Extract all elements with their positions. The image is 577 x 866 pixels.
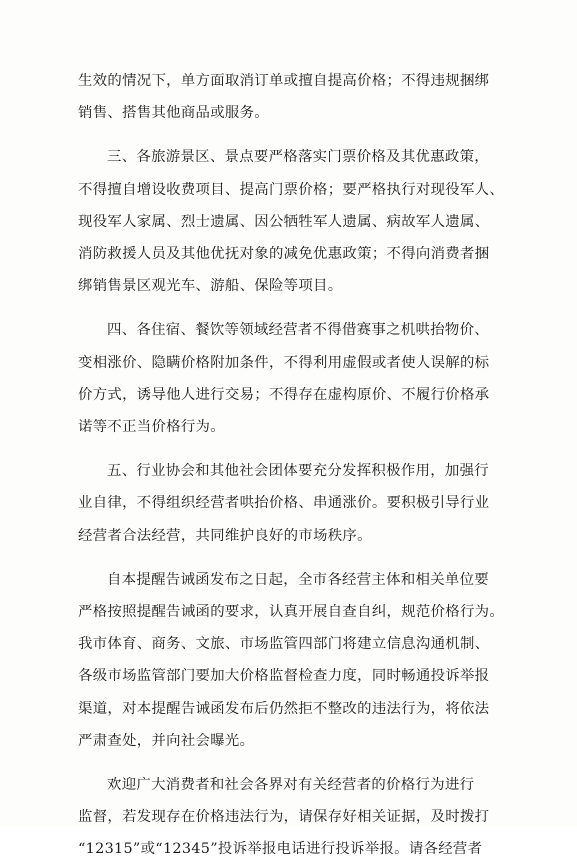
text-line: 不得擅自增设收费项目、提高门票价格；要严格执行对现役军人、 [78, 181, 505, 198]
text-line: 我市体育、商务、文旅、市场监管四部门将建立信息沟通机制、 [78, 636, 490, 653]
text-line: 严肃查处，并向社会曝光。 [78, 732, 255, 749]
text-line: 监督，若发现存在价格违法行为，请保存好相关证据，及时拨打 [78, 809, 490, 826]
text-line: 三、各旅游景区、景点要严格落实门票价格及其优惠政策， [107, 149, 489, 166]
text-line: 经营者合法经营，共同维护良好的市场秩序。 [78, 527, 372, 544]
paragraph-effective-date [78, 564, 518, 757]
paragraph-item-three [78, 141, 518, 302]
text-line: 生效的情况下，单方面取消订单或擅自提高价格；不得违规捆绑 [78, 73, 490, 89]
text-line: 变相涨价、隐瞒价格附加条件，不得利用虚假或者使人误解的标 [78, 354, 490, 371]
text-line: 各级市场监管部门要加大价格监督检查力度，同时畅通投诉举报 [78, 668, 490, 685]
text-line: 欢迎广大消费者和社会各界对有关经营者的价格行为进行 [107, 777, 475, 794]
text-line: 现役军人家属、烈士遗属、因公牺牲军人遗属、病故军人遗属、 [78, 213, 490, 230]
text-line: 业自律，不得组织经营者哄抬价格、串通涨价。要积极引导行业 [78, 495, 490, 512]
paragraph-continuation [78, 65, 518, 129]
text-line: 严格按照提醒告诫函的要求，认真开展自查自纠，规范价格行为。 [78, 604, 505, 621]
text-line: 五、行业协会和其他社会团体要充分发挥积极作用，加强行 [107, 463, 489, 480]
text-line: 渠道，对本提醒告诫函发布后仍然拒不整改的违法行为，将依法 [78, 700, 490, 717]
text-line: “12315”或“12345”投诉举报电话进行投诉举报。请各经营者 [78, 841, 483, 858]
text-line: 销售、搭售其他商品或服务。 [78, 105, 269, 122]
document-body [78, 65, 518, 866]
paragraph-item-five [78, 455, 518, 552]
text-line: 自本提醒告诫函发布之日起，全市各经营主体和相关单位要 [107, 571, 489, 588]
paragraph-item-four [78, 314, 518, 443]
text-line: 绑销售景区观光车、游船、保险等项目。 [78, 278, 343, 295]
text-line: 消防救援人员及其他优抚对象的减免优惠政策；不得向消费者捆 [78, 246, 490, 263]
text-line: 价方式，诱导他人进行交易；不得存在虚构原价、不履行价格承 [78, 386, 490, 403]
text-line: 诺等不正当价格行为。 [78, 419, 225, 436]
text-line: 四、各住宿、餐饮等领域经营者不得借赛事之机哄抬物价、 [107, 322, 489, 339]
paragraph-public-supervision [78, 769, 518, 866]
